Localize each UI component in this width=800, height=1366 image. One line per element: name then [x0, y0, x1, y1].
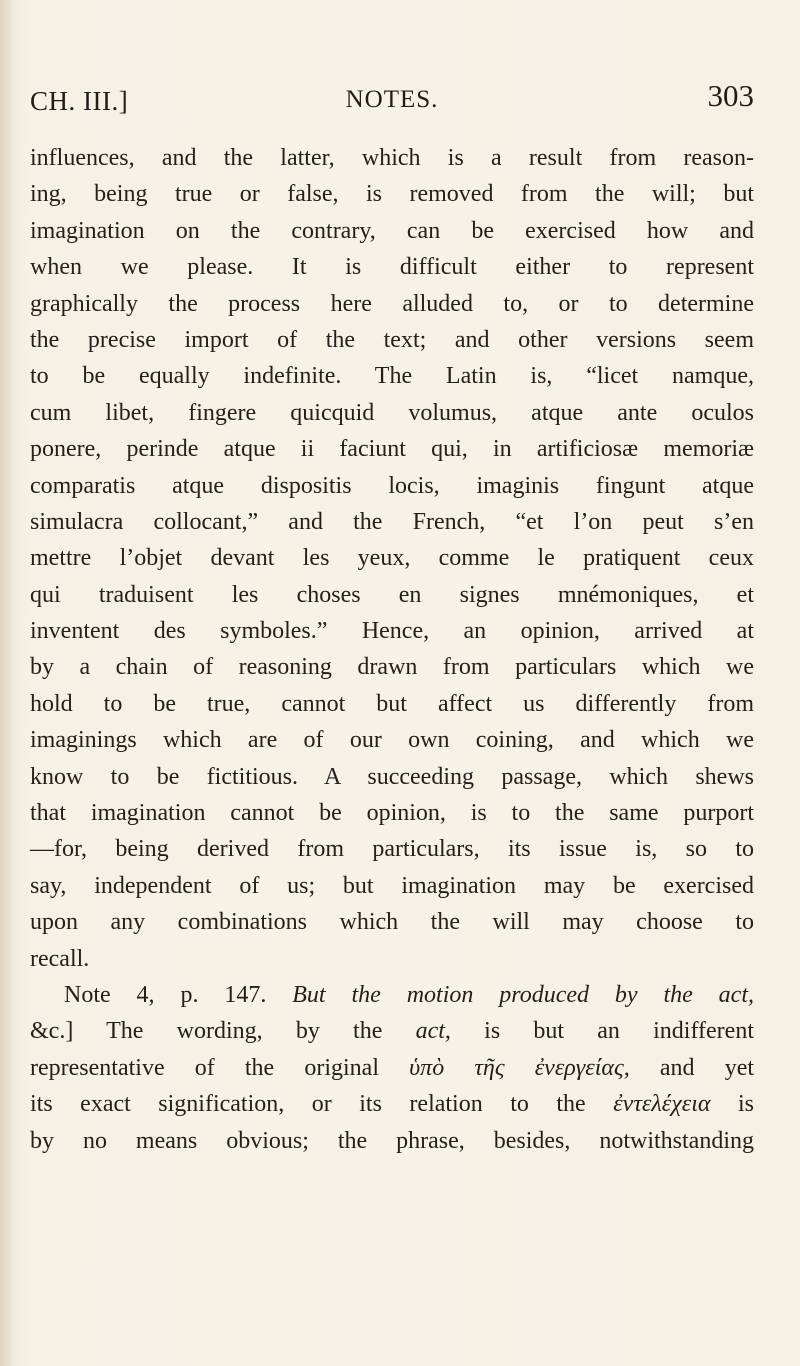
text-line: simulacra collocant,” and the French, “et l’on peut s’en: [30, 508, 754, 535]
note-4-text: its exact signification, or its relation to the: [30, 1091, 586, 1118]
text-line: imaginings which are of our own coining, and which we: [30, 727, 754, 754]
text-line: by a chain of reasoning drawn from particulars which we: [30, 654, 754, 681]
body-text: [30, 140, 754, 1159]
note-4-line-4: [30, 1086, 754, 1122]
text-line: —for, being derived from particulars, its issue is, so to: [30, 836, 754, 863]
text-line: recall.: [30, 945, 90, 972]
gutter-shadow: [0, 0, 14, 1366]
text-line: hold to be true, cannot but affect us differently from: [30, 690, 754, 717]
text-line: influences, and the latter, which is a result from reason-: [30, 145, 754, 171]
greek-phrase: ὑπὸ τῆς ἐνεργείας,: [409, 1054, 630, 1081]
note-4-line-5: by no means obvious; the phrase, besides, notwithstanding: [30, 1127, 754, 1154]
note-4-text: representative of the original: [30, 1054, 379, 1081]
note-4-text: &c.] The wording, by the: [30, 1018, 383, 1045]
chapter-marker: CH. III.]: [30, 86, 129, 116]
text-line: to be equally indefinite. The Latin is, “licet namque,: [30, 363, 754, 390]
text-line: comparatis atque dispositis locis, imaginis fingunt atque: [30, 472, 754, 499]
note-4-heading: But the motion produced by the act,: [292, 981, 754, 1008]
text-line: that imagination cannot be opinion, is to the same purport: [30, 800, 754, 827]
greek-word: ἐντελέχεια: [613, 1091, 711, 1118]
text-line: the precise import of the text; and other versions seem: [30, 326, 754, 353]
text-line: cum libet, fingere quicquid volumus, atque ante oculos: [30, 399, 754, 426]
running-header: [30, 78, 754, 126]
text-line: know to be fictitious. A succeeding passage, which shews: [30, 763, 754, 790]
page-number: 303: [707, 78, 754, 113]
note-4-line-3: [30, 1050, 754, 1086]
text-line: imagination on the contrary, can be exercised how and: [30, 217, 754, 244]
text-line: inventent des symboles.” Hence, an opinion, arrived at: [30, 618, 754, 645]
note-4-line-1: [30, 977, 754, 1013]
text-line: ponere, perinde atque ii faciunt qui, in artificiosæ memoriæ: [30, 436, 754, 463]
text-line: upon any combinations which the will may choose to: [30, 909, 754, 936]
note-4-label: Note 4, p. 147.: [64, 981, 267, 1008]
note-4-text: and yet: [659, 1054, 755, 1081]
text-line: say, independent of us; but imagination may be exercised: [30, 872, 754, 899]
text-line: graphically the process here alluded to, or to determine: [30, 290, 754, 317]
text-line: ing, being true or false, is removed from the will; but: [30, 181, 754, 208]
note-4-text: is: [738, 1091, 755, 1118]
note-4-text: is but an indifferent: [484, 1018, 754, 1045]
note-4-italic-act: act,: [415, 1018, 451, 1045]
text-line: when we please. It is difficult either to represent: [30, 254, 754, 281]
text-line: qui traduisent les choses en signes mnémoniques, et: [30, 581, 754, 608]
note-4-line-2: [30, 1013, 754, 1049]
running-title: NOTES.: [345, 86, 439, 113]
text-line: mettre l’objet devant les yeux, comme le pratiquent ceux: [30, 545, 754, 572]
